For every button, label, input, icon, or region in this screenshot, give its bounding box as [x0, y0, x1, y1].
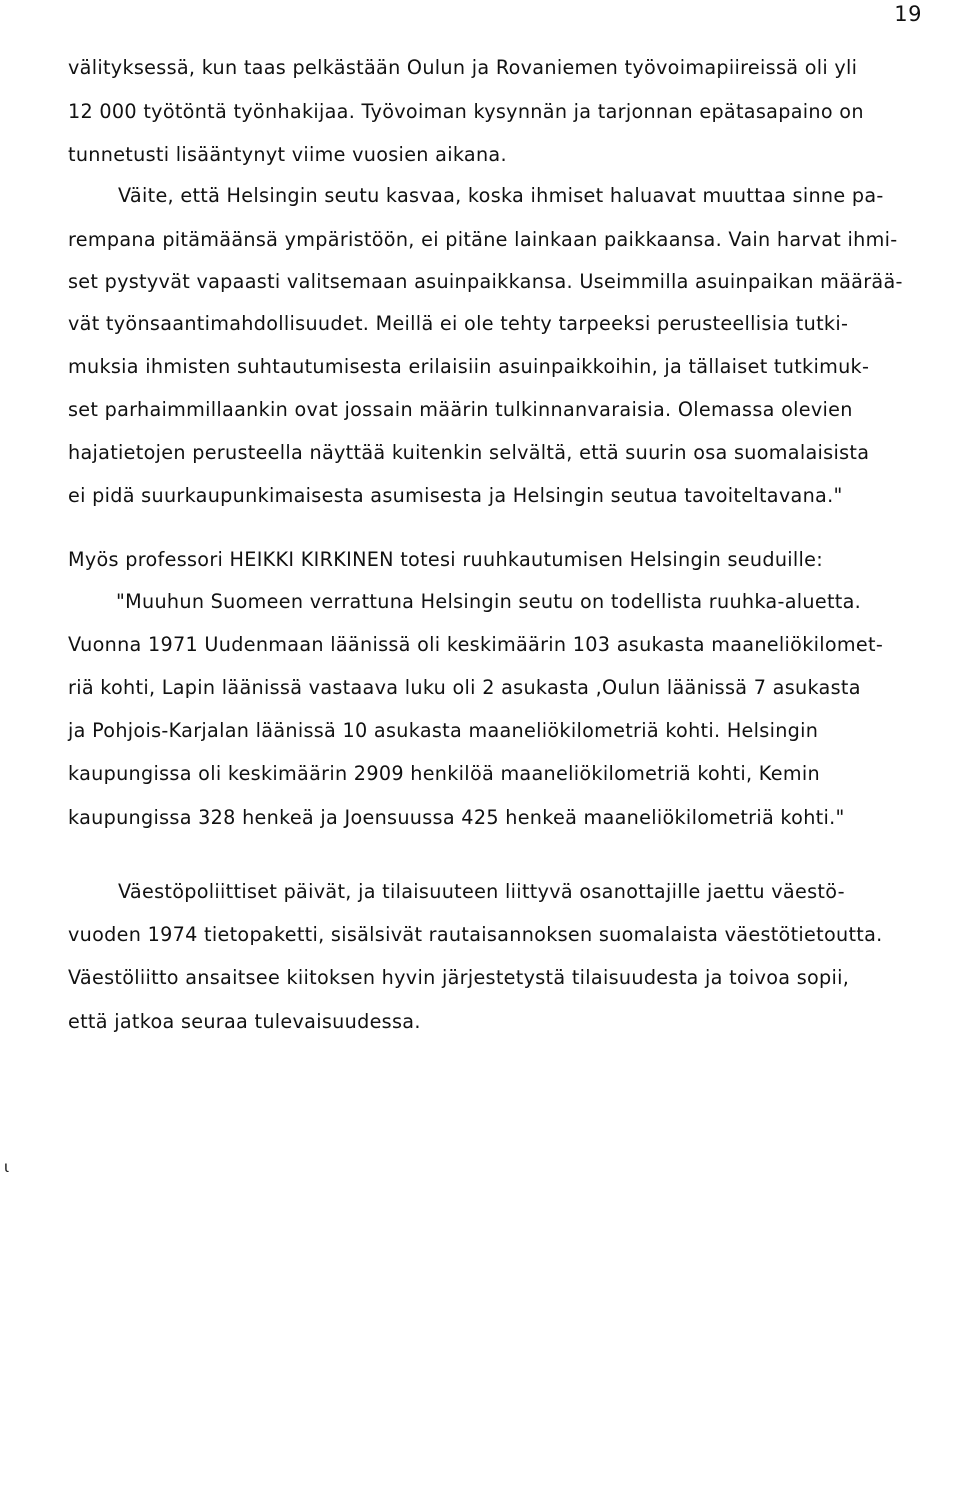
stray-mark: ι: [4, 1158, 10, 1176]
text-line: kaupungissa oli keskimäärin 2909 henkilöä maaneliökilometriä kohti, Kemin: [68, 762, 820, 785]
text-line: set parhaimmillaankin ovat jossain määrin tulkinnanvaraisia. Olemassa olevien: [68, 398, 853, 421]
text-line: välityksessä, kun taas pelkästään Oulun ja Rovaniemen työvoimapiireissä oli yli: [68, 56, 858, 79]
text-line: vät työnsaantimahdollisuudet. Meillä ei ole tehty tarpeeksi perusteellisia tutki-: [68, 312, 849, 335]
text-line: riä kohti, Lapin läänissä vastaava luku oli 2 asukasta ,Oulun läänissä 7 asukasta: [68, 676, 861, 699]
text-line: tunnetusti lisääntynyt viime vuosien aikana.: [68, 143, 507, 166]
text-line: Väite, että Helsingin seutu kasvaa, koska ihmiset haluavat muuttaa sinne pa-: [118, 184, 884, 207]
text-line: Väestöpoliittiset päivät, ja tilaisuuteen liittyvä osanottajille jaettu väestö-: [118, 880, 845, 903]
page-number: 19: [894, 2, 922, 26]
text-line: Myös professori HEIKKI KIRKINEN totesi ruuhkautumisen Helsingin seuduille:: [68, 548, 824, 571]
text-line: rempana pitämäänsä ympäristöön, ei pitäne lainkaan paikkaansa. Vain harvat ihmi-: [68, 228, 898, 251]
text-line: Väestöliitto ansaitsee kiitoksen hyvin järjestetystä tilaisuudesta ja toivoa sopii,: [68, 966, 850, 989]
text-line: ja Pohjois-Karjalan läänissä 10 asukasta maaneliökilometriä kohti. Helsingin: [68, 719, 819, 742]
text-line: hajatietojen perusteella näyttää kuitenkin selvältä, että suurin osa suomalaisista: [68, 441, 870, 464]
text-line: set pystyvät vapaasti valitsemaan asuinpaikkansa. Useimmilla asuinpaikan määrää-: [68, 270, 903, 293]
text-line: "Muuhun Suomeen verrattuna Helsingin seutu on todellista ruuhka-aluetta.: [116, 590, 862, 613]
text-line: muksia ihmisten suhtautumisesta erilaisiin asuinpaikkoihin, ja tällaiset tutkimuk-: [68, 355, 870, 378]
text-line: Vuonna 1971 Uudenmaan läänissä oli keskimäärin 103 asukasta maaneliökilomet-: [68, 633, 884, 656]
text-line: ei pidä suurkaupunkimaisesta asumisesta ja Helsingin seutua tavoiteltavana.": [68, 484, 843, 507]
text-line: että jatkoa seuraa tulevaisuudessa.: [68, 1010, 421, 1033]
text-line: kaupungissa 328 henkeä ja Joensuussa 425 henkeä maaneliökilometriä kohti.": [68, 806, 845, 829]
text-line: 12 000 työtöntä työnhakijaa. Työvoiman kysynnän ja tarjonnan epätasapaino on: [68, 100, 864, 123]
text-line: vuoden 1974 tietopaketti, sisälsivät rautaisannoksen suomalaista väestötietoutta.: [68, 923, 883, 946]
